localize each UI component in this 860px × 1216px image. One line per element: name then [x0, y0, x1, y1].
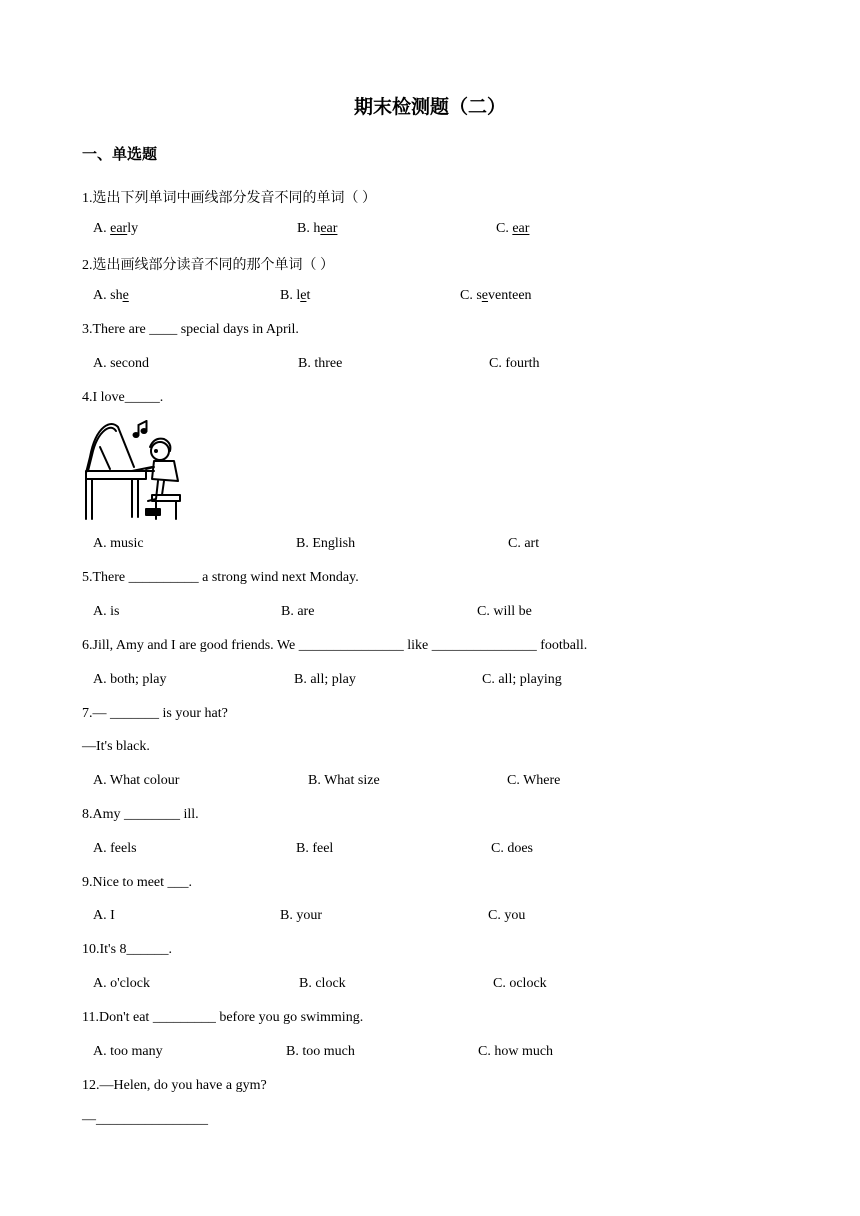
question-9-option-c: C. you — [488, 908, 526, 923]
question-7-option-a: A. What colour — [93, 773, 180, 788]
question-2-stem: 2.选出画线部分读音不同的那个单词（ ） — [82, 258, 334, 273]
question-9-option-b: B. your — [280, 908, 322, 923]
question-4-option-a: A. music — [93, 536, 144, 551]
question-1-option-b: B. hear — [297, 221, 338, 236]
question-7-stem: 7.— _______ is your hat? — [82, 706, 228, 721]
underlined-letters: ear — [320, 221, 338, 236]
question-5-stem: 5.There __________ a strong wind next Monday. — [82, 570, 359, 585]
question-2-option-b: B. let — [280, 288, 311, 303]
underlined-letters: ear — [110, 221, 128, 236]
question-3-option-a: A. second — [93, 356, 149, 371]
question-6-stem: 6.Jill, Amy and I are good friends. We _______________ like _______________ football. — [82, 638, 588, 653]
question-2-option-c: C. seventeen — [460, 288, 532, 303]
question-5-option-a: A. is — [93, 604, 120, 619]
question-11-option-a: A. too many — [93, 1044, 163, 1059]
question-5-option-b: B. are — [281, 604, 315, 619]
question-2-option-a: A. she — [93, 288, 129, 303]
question-10-option-c: C. oclock — [493, 976, 547, 991]
question-12-stem: 12.—Helen, do you have a gym? — [82, 1078, 267, 1093]
underlined-letters: e — [481, 288, 489, 303]
question-10-option-a: A. o'clock — [93, 976, 150, 991]
underlined-letters: ear — [512, 221, 530, 236]
question-8-option-c: C. does — [491, 841, 533, 856]
question-3-option-b: B. three — [298, 356, 343, 371]
page-title: 期末检测题（二） — [353, 96, 506, 118]
piano-player-illustration — [82, 417, 186, 523]
question-9-stem: 9.Nice to meet ___. — [82, 875, 193, 890]
question-12-response: —________________ — [82, 1112, 208, 1127]
question-4-option-b: B. English — [296, 536, 356, 551]
question-1-option-c: C. ear — [496, 221, 530, 236]
question-10-stem: 10.It's 8______. — [82, 942, 173, 957]
underlined-letters: e — [300, 288, 307, 303]
question-6-option-c: C. all; playing — [482, 672, 562, 687]
question-7-response: —It's black. — [82, 739, 150, 754]
question-8-stem: 8.Amy ________ ill. — [82, 807, 199, 822]
question-10-option-b: B. clock — [299, 976, 346, 991]
question-7-option-c: C. Where — [507, 773, 561, 788]
question-7-option-b: B. What size — [308, 773, 380, 788]
question-1-stem: 1.选出下列单词中画线部分发音不同的单词（ ） — [82, 191, 376, 206]
question-11-option-b: B. too much — [286, 1044, 355, 1059]
question-11-stem: 11.Don't eat _________ before you go swimming. — [82, 1010, 364, 1025]
question-11-option-c: C. how much — [478, 1044, 554, 1059]
question-4-stem: 4.I love_____. — [82, 390, 164, 405]
question-9-option-a: A. I — [93, 908, 115, 923]
question-4-option-c: C. art — [508, 536, 540, 551]
question-6-option-b: B. all; play — [294, 672, 356, 687]
underlined-letters: e — [122, 288, 129, 303]
question-3-stem: 3.There are ____ special days in April. — [82, 322, 299, 337]
question-8-option-b: B. feel — [296, 841, 334, 856]
question-6-option-a: A. both; play — [93, 672, 167, 687]
question-5-option-c: C. will be — [477, 604, 532, 619]
question-1-option-a: A. early — [93, 221, 139, 236]
section-heading: 一、单选题 — [82, 145, 158, 163]
question-3-option-c: C. fourth — [489, 356, 540, 371]
question-8-option-a: A. feels — [93, 841, 137, 856]
